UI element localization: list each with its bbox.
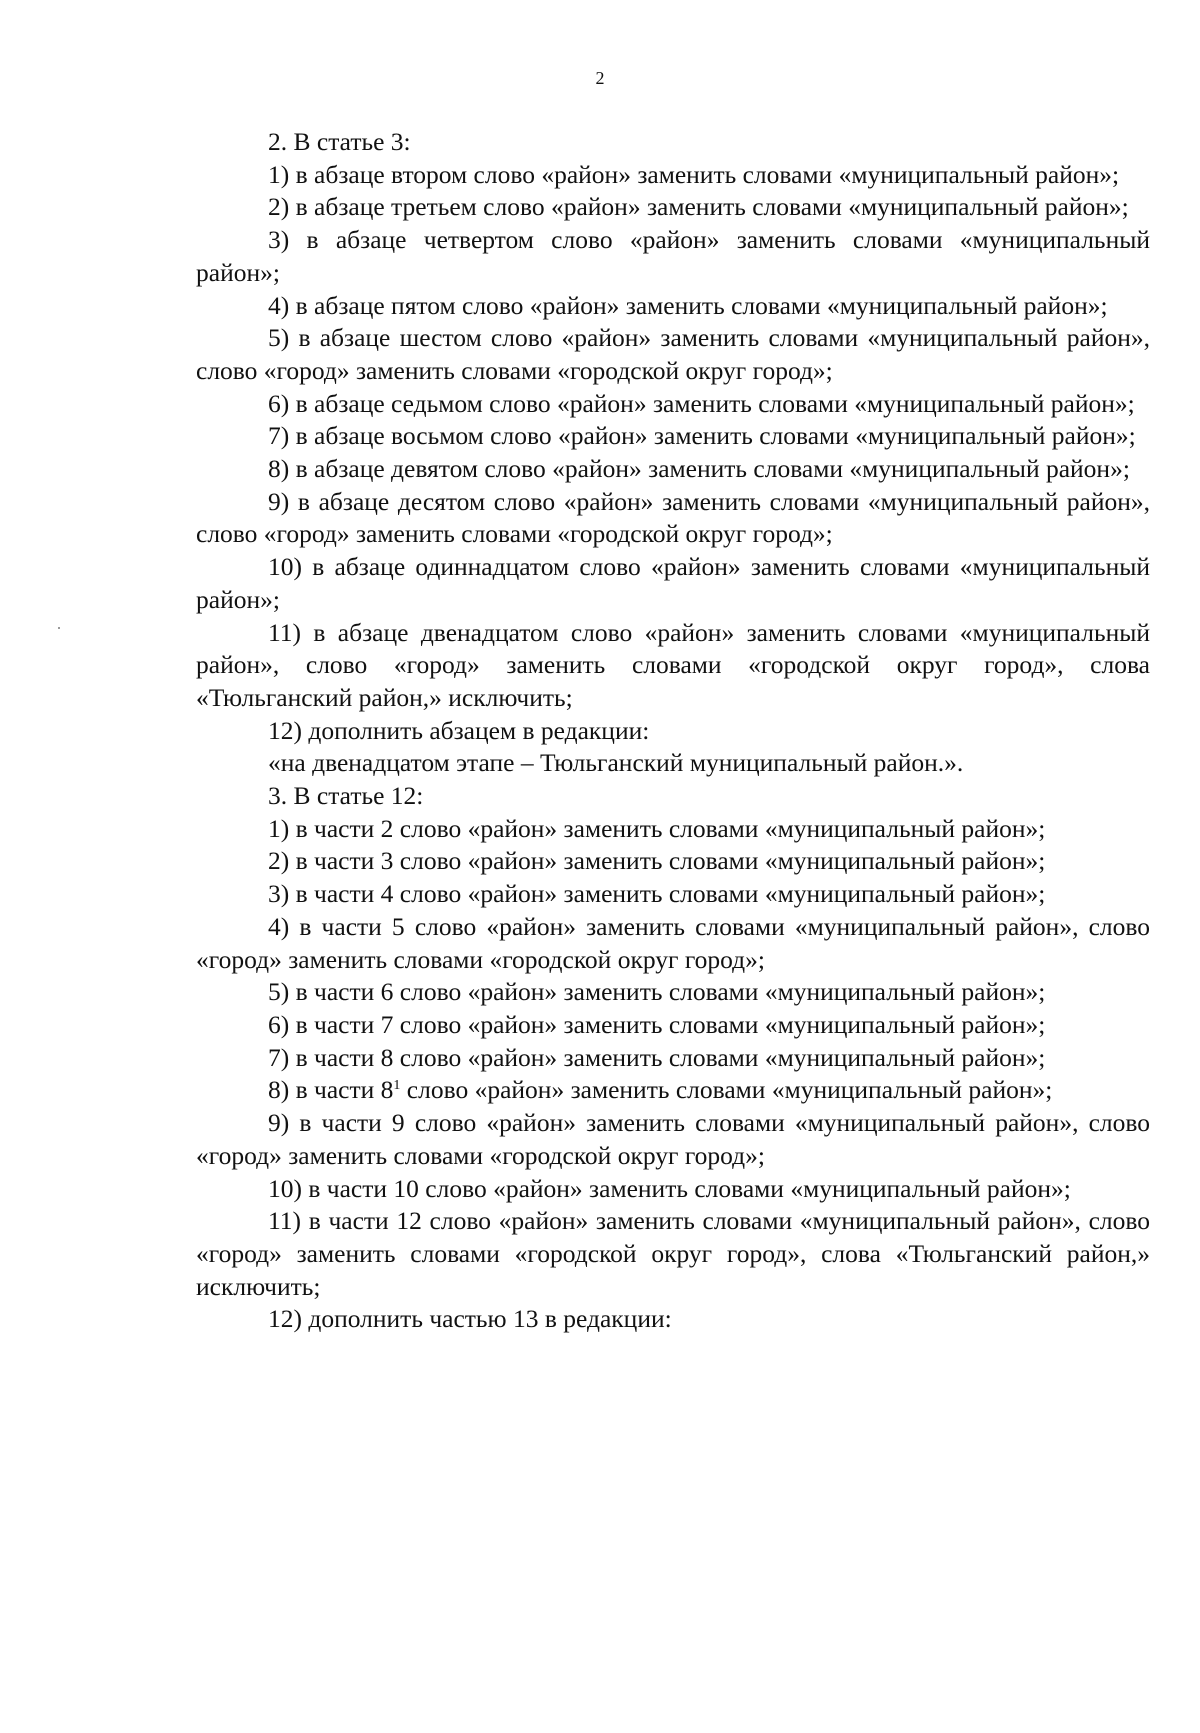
scan-speck xyxy=(58,627,60,629)
paragraph: 6) в части 7 слово «район» заменить словами «муниципальный район»; xyxy=(268,1009,1046,1039)
paragraph: 9) в абзаце десятом слово «район» заменить словами «муниципальный район», слово «город» заменить словами «городской округ город»; xyxy=(196,486,1150,549)
superscript: 1 xyxy=(393,1078,401,1094)
paragraph: 5) в части 6 слово «район» заменить словами «муниципальный район»; xyxy=(268,977,1046,1007)
paragraph: 9) в части 9 слово «район» заменить словами «муниципальный район», слово «город» заменить словами «городской округ город»; xyxy=(196,1108,1150,1170)
paragraph: 2) в части 3 слово «район» заменить словами «муниципальный район»; xyxy=(268,846,1046,876)
paragraph: 1) в абзаце втором слово «район» заменить словами «муниципальный район»; xyxy=(268,159,1120,189)
paragraph: 6) в абзаце седьмом слово «район» заменить словами «муниципальный район»; xyxy=(268,388,1135,418)
paragraph: 5) в абзаце шестом слово «район» заменить словами «муниципальный район», слово «город» заменить словами «городской округ город»; xyxy=(196,323,1150,385)
paragraph: 12) дополнить частью 13 в редакции: xyxy=(268,1304,672,1334)
paragraph: 3) в абзаце четвертом слово «район» заменить словами «муниципальный район»; xyxy=(196,225,1150,287)
paragraph: 12) дополнить абзацем в редакции: xyxy=(268,715,650,745)
paragraph: 4) в части 5 слово «район» заменить словами «муниципальный район», слово «город» заменить словами «городской округ город»; xyxy=(196,911,1150,974)
paragraph: 3. В статье 12: xyxy=(268,781,424,811)
paragraph: 3) в части 4 слово «район» заменить словами «муниципальный район»; xyxy=(268,879,1046,909)
document-body xyxy=(196,126,1150,1336)
paragraph-text-before: 8) в части 8 xyxy=(268,1075,394,1105)
paragraph: 10) в части 10 слово «район» заменить словами «муниципальный район»; xyxy=(268,1173,1071,1203)
paragraph-text-after: слово «район» заменить словами «муниципальный район»; xyxy=(400,1075,1053,1105)
paragraph: 10) в абзаце одиннадцатом слово «район» заменить словами «муниципальный район»; xyxy=(196,552,1150,614)
page-number: 2 xyxy=(595,68,605,88)
paragraph: 11) в абзаце двенадцатом слово «район» заменить словами «муниципальный район», слово «город» заменить словами «городской округ город», слова «Тюльганский район,» исключить; xyxy=(196,617,1150,712)
paragraph: 4) в абзаце пятом слово «район» заменить словами «муниципальный район»; xyxy=(268,290,1108,320)
paragraph xyxy=(196,1074,1150,1107)
paragraph: 2) в абзаце третьем слово «район» заменить словами «муниципальный район»; xyxy=(268,192,1129,222)
paragraph: 7) в части 8 слово «район» заменить словами «муниципальный район»; xyxy=(268,1042,1046,1072)
paragraph: «на двенадцатом этапе – Тюльганский муниципальный район.». xyxy=(268,748,964,778)
paragraph: 1) в части 2 слово «район» заменить словами «муниципальный район»; xyxy=(268,813,1046,843)
paragraph: 2. В статье 3: xyxy=(268,127,411,156)
paragraph: 7) в абзаце восьмом слово «район» заменить словами «муниципальный район»; xyxy=(268,421,1136,451)
paragraph: 11) в части 12 слово «район» заменить словами «муниципальный район», слово «город» заменить словами «городской округ город», слова «Тюльганский район,» исключить; xyxy=(196,1206,1150,1301)
paragraph: 8) в абзаце девятом слово «район» заменить словами «муниципальный район»; xyxy=(268,454,1130,484)
